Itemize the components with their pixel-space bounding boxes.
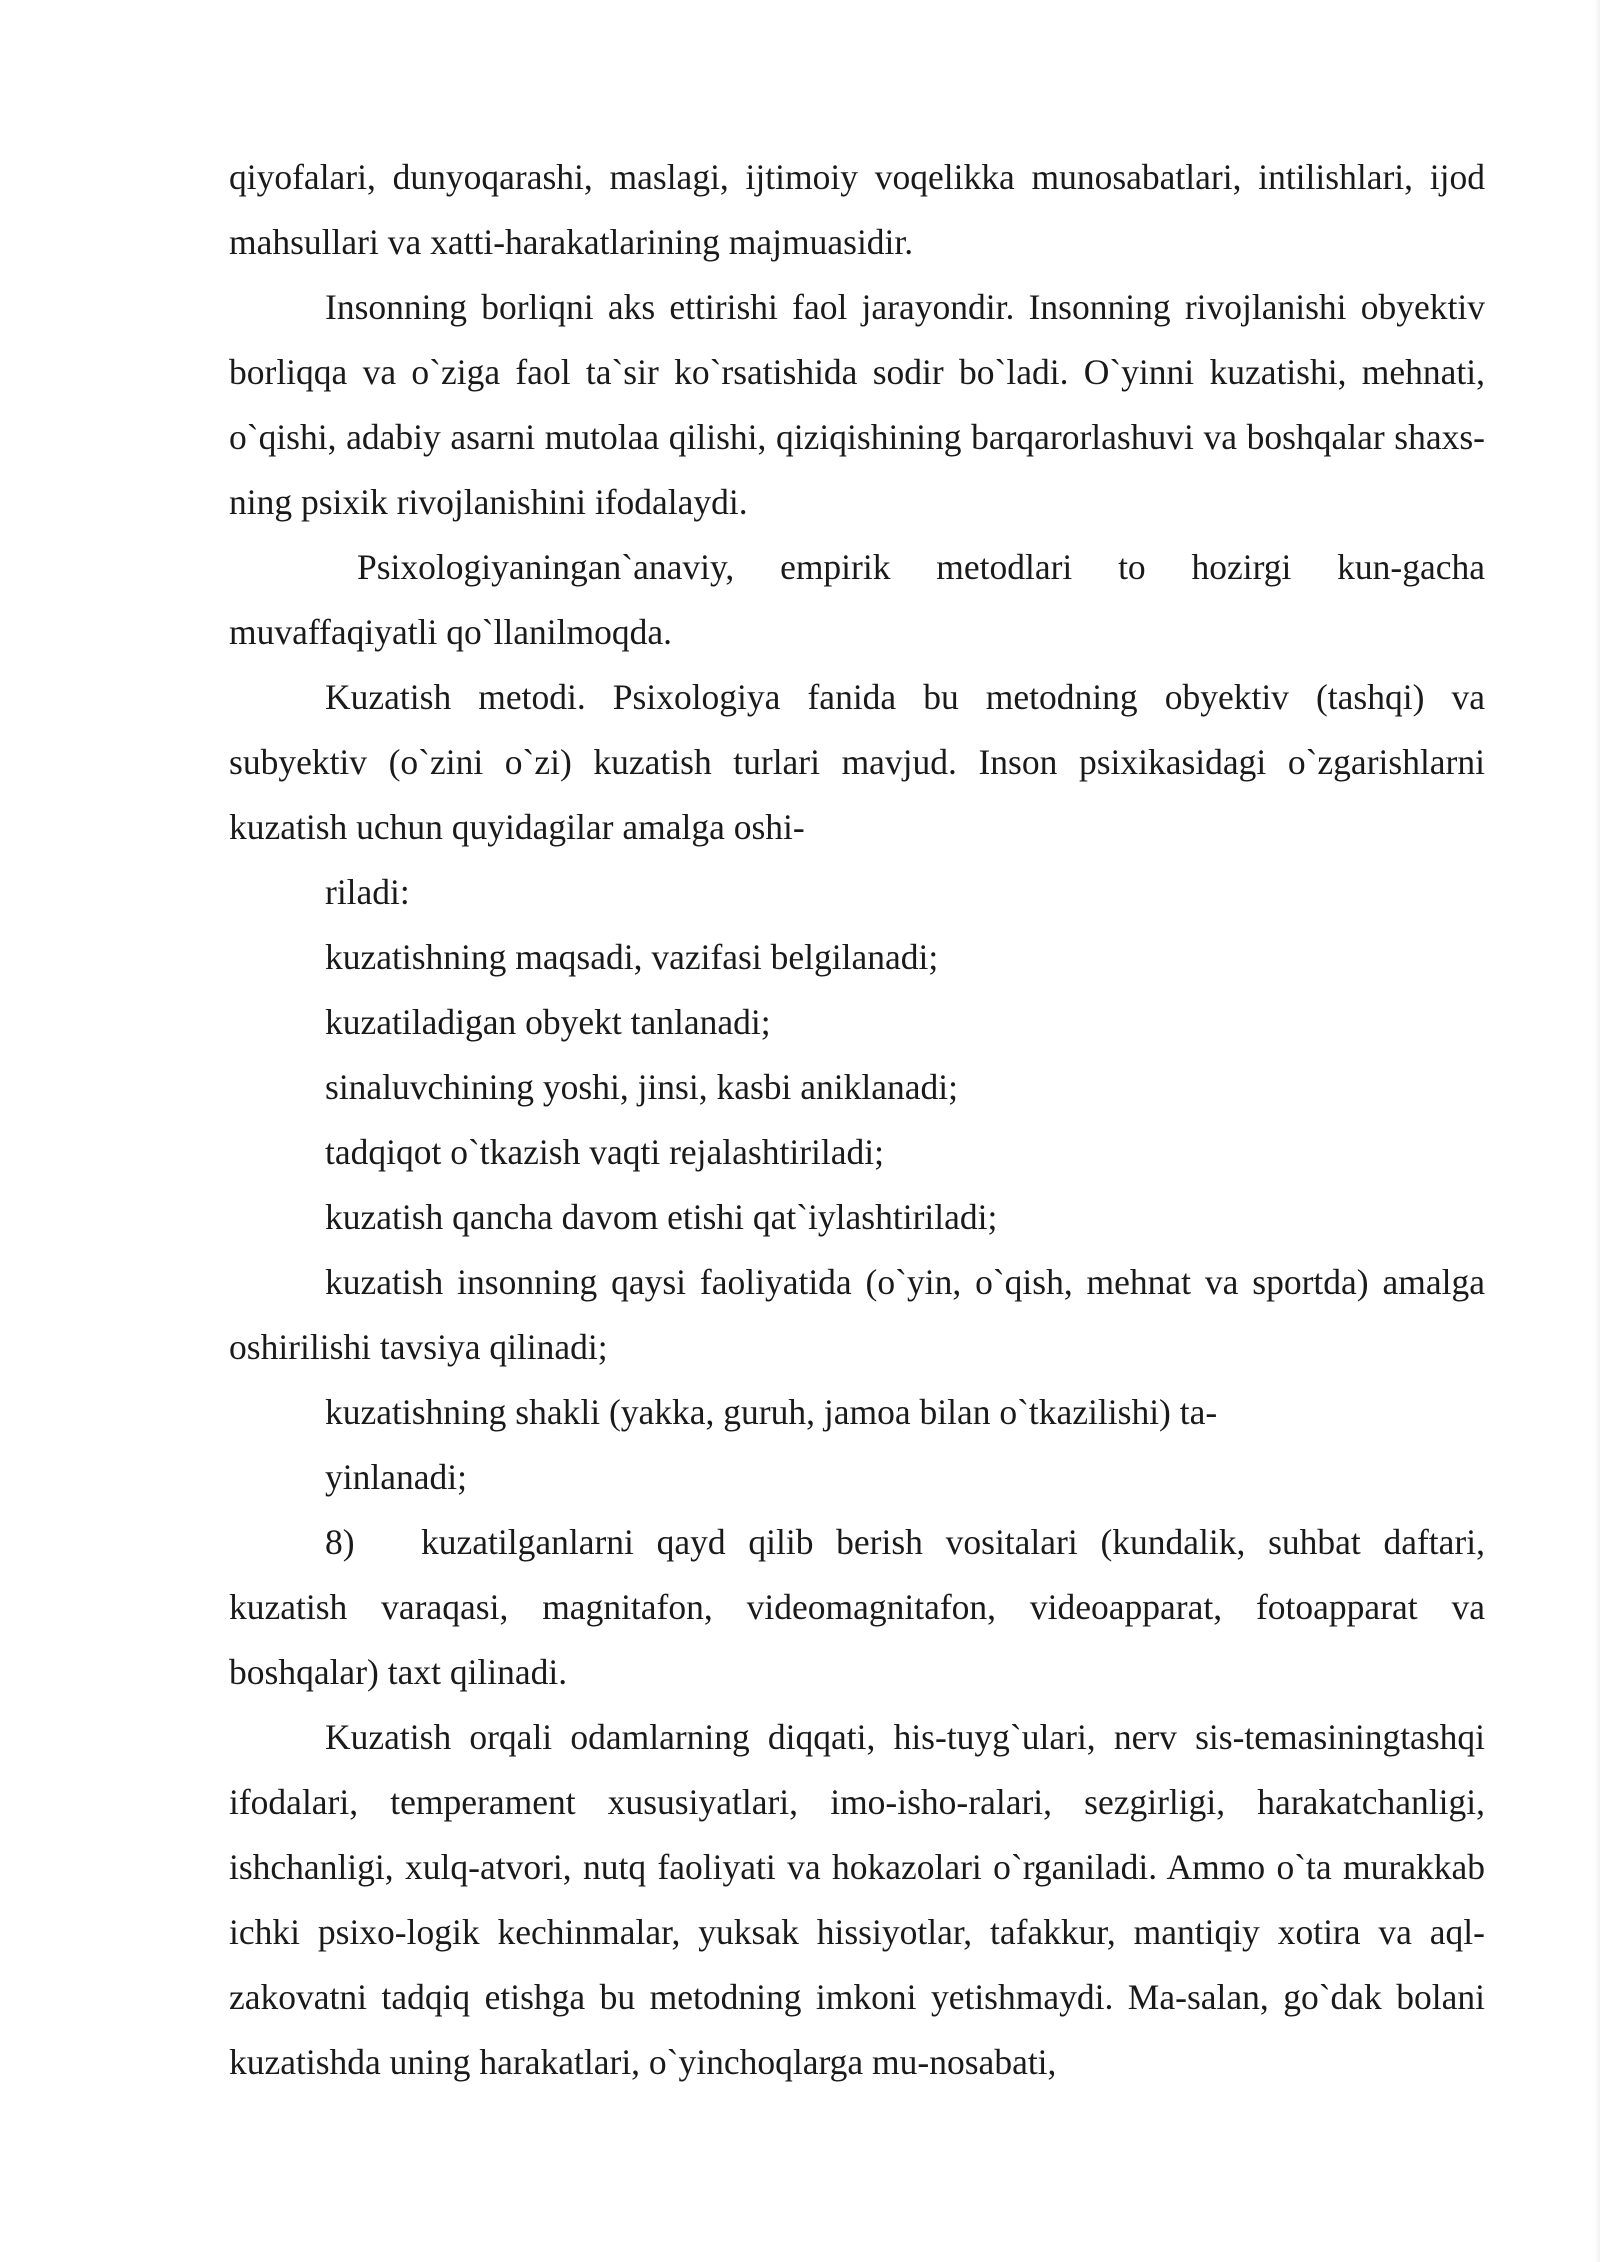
document-body <box>229 145 1485 2095</box>
paragraph-observation-scope: Kuzatish orqali odamlarning diqqati, his-tuyg`ulari, nerv sis-temasiningtashqi ifodalari, temperament xususiyatlari, imo-isho-ralari, sezgirligi, harakatchanligi, ishchanligi, xulq-atvori, nutq faoliyati va hokazolari o`rganiladi. Ammo o`ta murakkab ichki psixo-logik kechinmalar, yuksak hissiyotlar, tafakkur, mantiqiy xotira va aql-zakovatni tadqiq etishga bu metodning imkoni yetishmaydi. Ma-salan, go`dak bolani kuzatishda uning harakatlari, o`yinchoqlarga mu-nosabati, <box>229 1717 1485 2082</box>
paragraph-observation-method: Kuzatish metodi. Psixologiya fanida bu metodning obyektiv (tashqi) va subyektiv (o`zini o`zi) kuzatish turlari mavjud. Inson psixikasidagi o`zgarishlarni kuzatish uchun quyidagilar amalga oshi- <box>229 677 1485 847</box>
list-item: kuzatishning shakli (yakka, guruh, jamoa bilan o`tkazilishi) ta- <box>325 1392 1218 1432</box>
list-item-number: 8) <box>325 1522 355 1562</box>
list-item: kuzatish qancha davom etishi qat`iylashtiriladi; <box>325 1197 998 1237</box>
list-item-cont: yinlanadi; <box>325 1457 467 1497</box>
paragraph-reflection: Insonning borliqni aks ettirishi faol jarayondir. Insonning rivojlanishi obyektiv borliqqa va o`ziga faol ta`sir ko`rsatishida sodir bo`ladi. O`yinni kuzatishi, mehnati, o`qishi, adabiy asarni mutolaa qilishi, qiziqishining barqarorlashuvi va boshqalar shaxs-ning psixik rivojlanishini ifodalaydi. <box>229 287 1485 522</box>
paragraph-intro: qiyofalari, dunyoqarashi, maslagi, ijtimoiy voqelikka munosabatlari, intilishlari, ijod mahsullari va xatti-harakatlarining majmuasidir. <box>229 157 1485 262</box>
list-item-numbered <box>229 1510 1485 1705</box>
list-item: kuzatishning maqsadi, vazifasi belgilanadi; <box>325 937 939 977</box>
list-item: sinaluvchining yoshi, jinsi, kasbi aniklanadi; <box>325 1067 959 1107</box>
paragraph-methods: Psixologiyaningan`anaviy, empirik metodlari to hozirgi kun-gacha muvaffaqiyatli qo`llanilmoqda. <box>229 547 1485 652</box>
page-edge-shadow <box>1594 0 1600 2262</box>
list-item-text: kuzatilganlarni qayd qilib berish vositalari (kundalik, suhbat daftari, kuzatish varaqasi, magnitafon, videomagnitafon, videoapparat, fotoapparat va boshqalar) taxt qilinadi. <box>229 1522 1485 1692</box>
list-item: kuzatish insonning qaysi faoliyatida (o`yin, o`qish, mehnat va sportda) amalga oshirilishi tavsiya qilinadi; <box>229 1262 1485 1367</box>
list-item: tadqiqot o`tkazish vaqti rejalashtiriladi; <box>325 1132 884 1172</box>
paragraph-observation-cont: riladi: <box>325 872 410 912</box>
list-item: kuzatiladigan obyekt tanlanadi; <box>325 1002 771 1042</box>
